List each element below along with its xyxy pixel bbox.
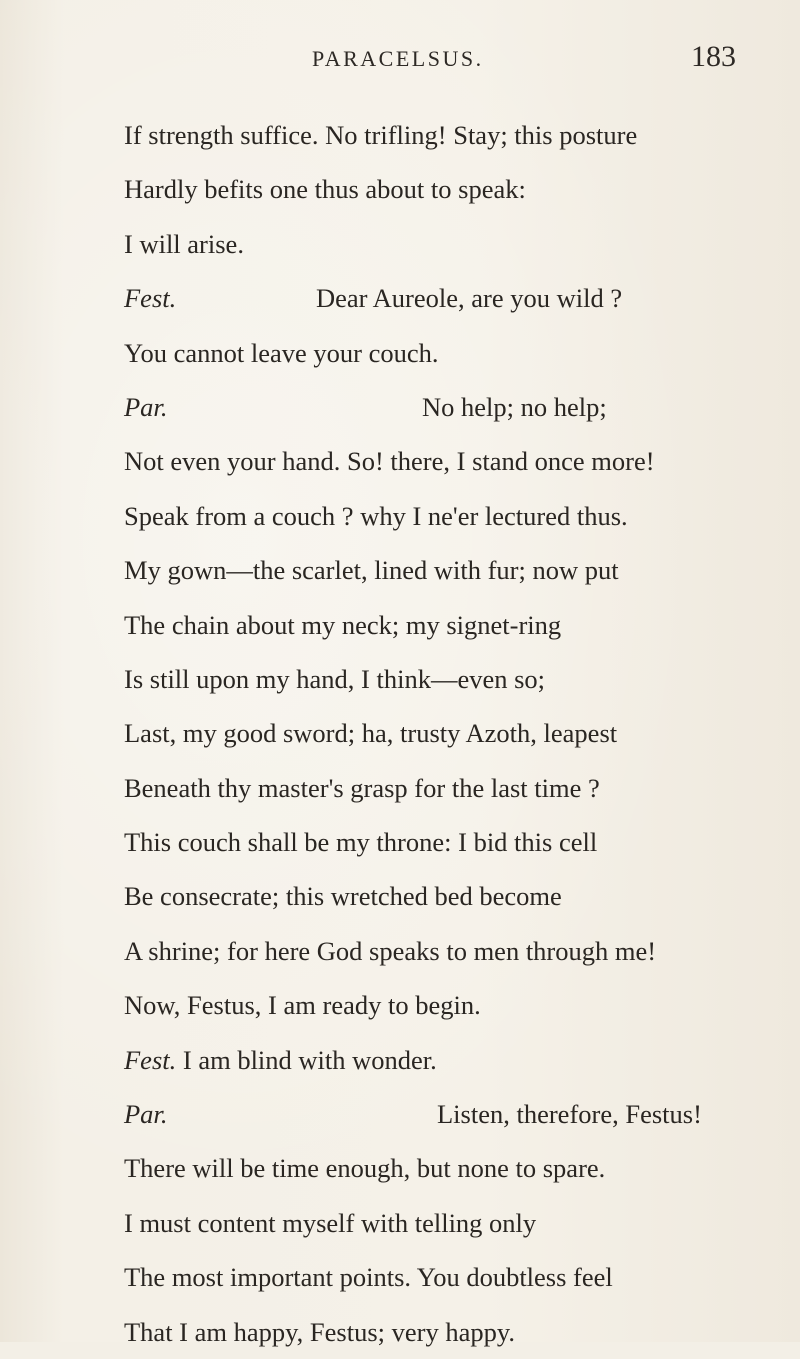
verse-line: Beneath thy master's grasp for the last time ? bbox=[124, 772, 600, 803]
verse-line bbox=[124, 380, 764, 434]
verse-line: I will arise. bbox=[124, 228, 244, 259]
verse-line: Hardly befits one thus about to speak: bbox=[124, 174, 526, 205]
verse-line: I must content myself with telling only bbox=[124, 1207, 537, 1238]
verse-line: The chain about my neck; my signet-ring bbox=[124, 609, 562, 640]
verse-line bbox=[124, 271, 764, 325]
speaker-label: Par. bbox=[124, 1099, 168, 1130]
speech-text: Listen, therefore, Festus! bbox=[437, 1099, 702, 1130]
verse-line: There will be time enough, but none to spare. bbox=[124, 1153, 606, 1184]
verse-line: Now, Festus, I am ready to begin. bbox=[124, 990, 481, 1021]
verse-line: Be consecrate; this wretched bed become bbox=[124, 881, 562, 912]
speech-text: I am blind with wonder. bbox=[182, 1044, 437, 1075]
verse-line: The most important points. You doubtless feel bbox=[124, 1262, 613, 1293]
verse-line: Last, my good sword; ha, trusty Azoth, leapest bbox=[124, 718, 618, 749]
speech-text: Dear Aureole, are you wild ? bbox=[316, 283, 623, 314]
verse-block bbox=[124, 108, 764, 1359]
verse-line: Not even your hand. So! there, I stand once more! bbox=[124, 446, 655, 477]
verse-line: Is still upon my hand, I think—even so; bbox=[124, 663, 546, 694]
verse-line bbox=[124, 1033, 764, 1087]
verse-line: A shrine; for here God speaks to men through me! bbox=[124, 935, 657, 966]
verse-line: My gown—the scarlet, lined with fur; now put bbox=[124, 555, 619, 586]
speech-text: No help; no help; bbox=[422, 391, 607, 422]
page-number: 183 bbox=[691, 40, 736, 73]
verse-line: Speak from a couch ? why I ne'er lectured thus. bbox=[124, 500, 628, 531]
verse-line: If strength suffice. No trifling! Stay; this posture bbox=[124, 120, 638, 150]
verse-line: This couch shall be my throne: I bid this cell bbox=[124, 827, 598, 858]
running-title: PARACELSUS. bbox=[312, 46, 484, 71]
speaker-label: Fest. bbox=[124, 283, 177, 314]
speaker-label: Fest. bbox=[124, 1044, 177, 1075]
verse-line: You cannot leave your couch. bbox=[124, 337, 439, 368]
verse-line: That I am happy, Festus; very happy. bbox=[124, 1316, 516, 1347]
speaker-label: Par. bbox=[124, 391, 168, 422]
verse-line bbox=[124, 1087, 764, 1141]
